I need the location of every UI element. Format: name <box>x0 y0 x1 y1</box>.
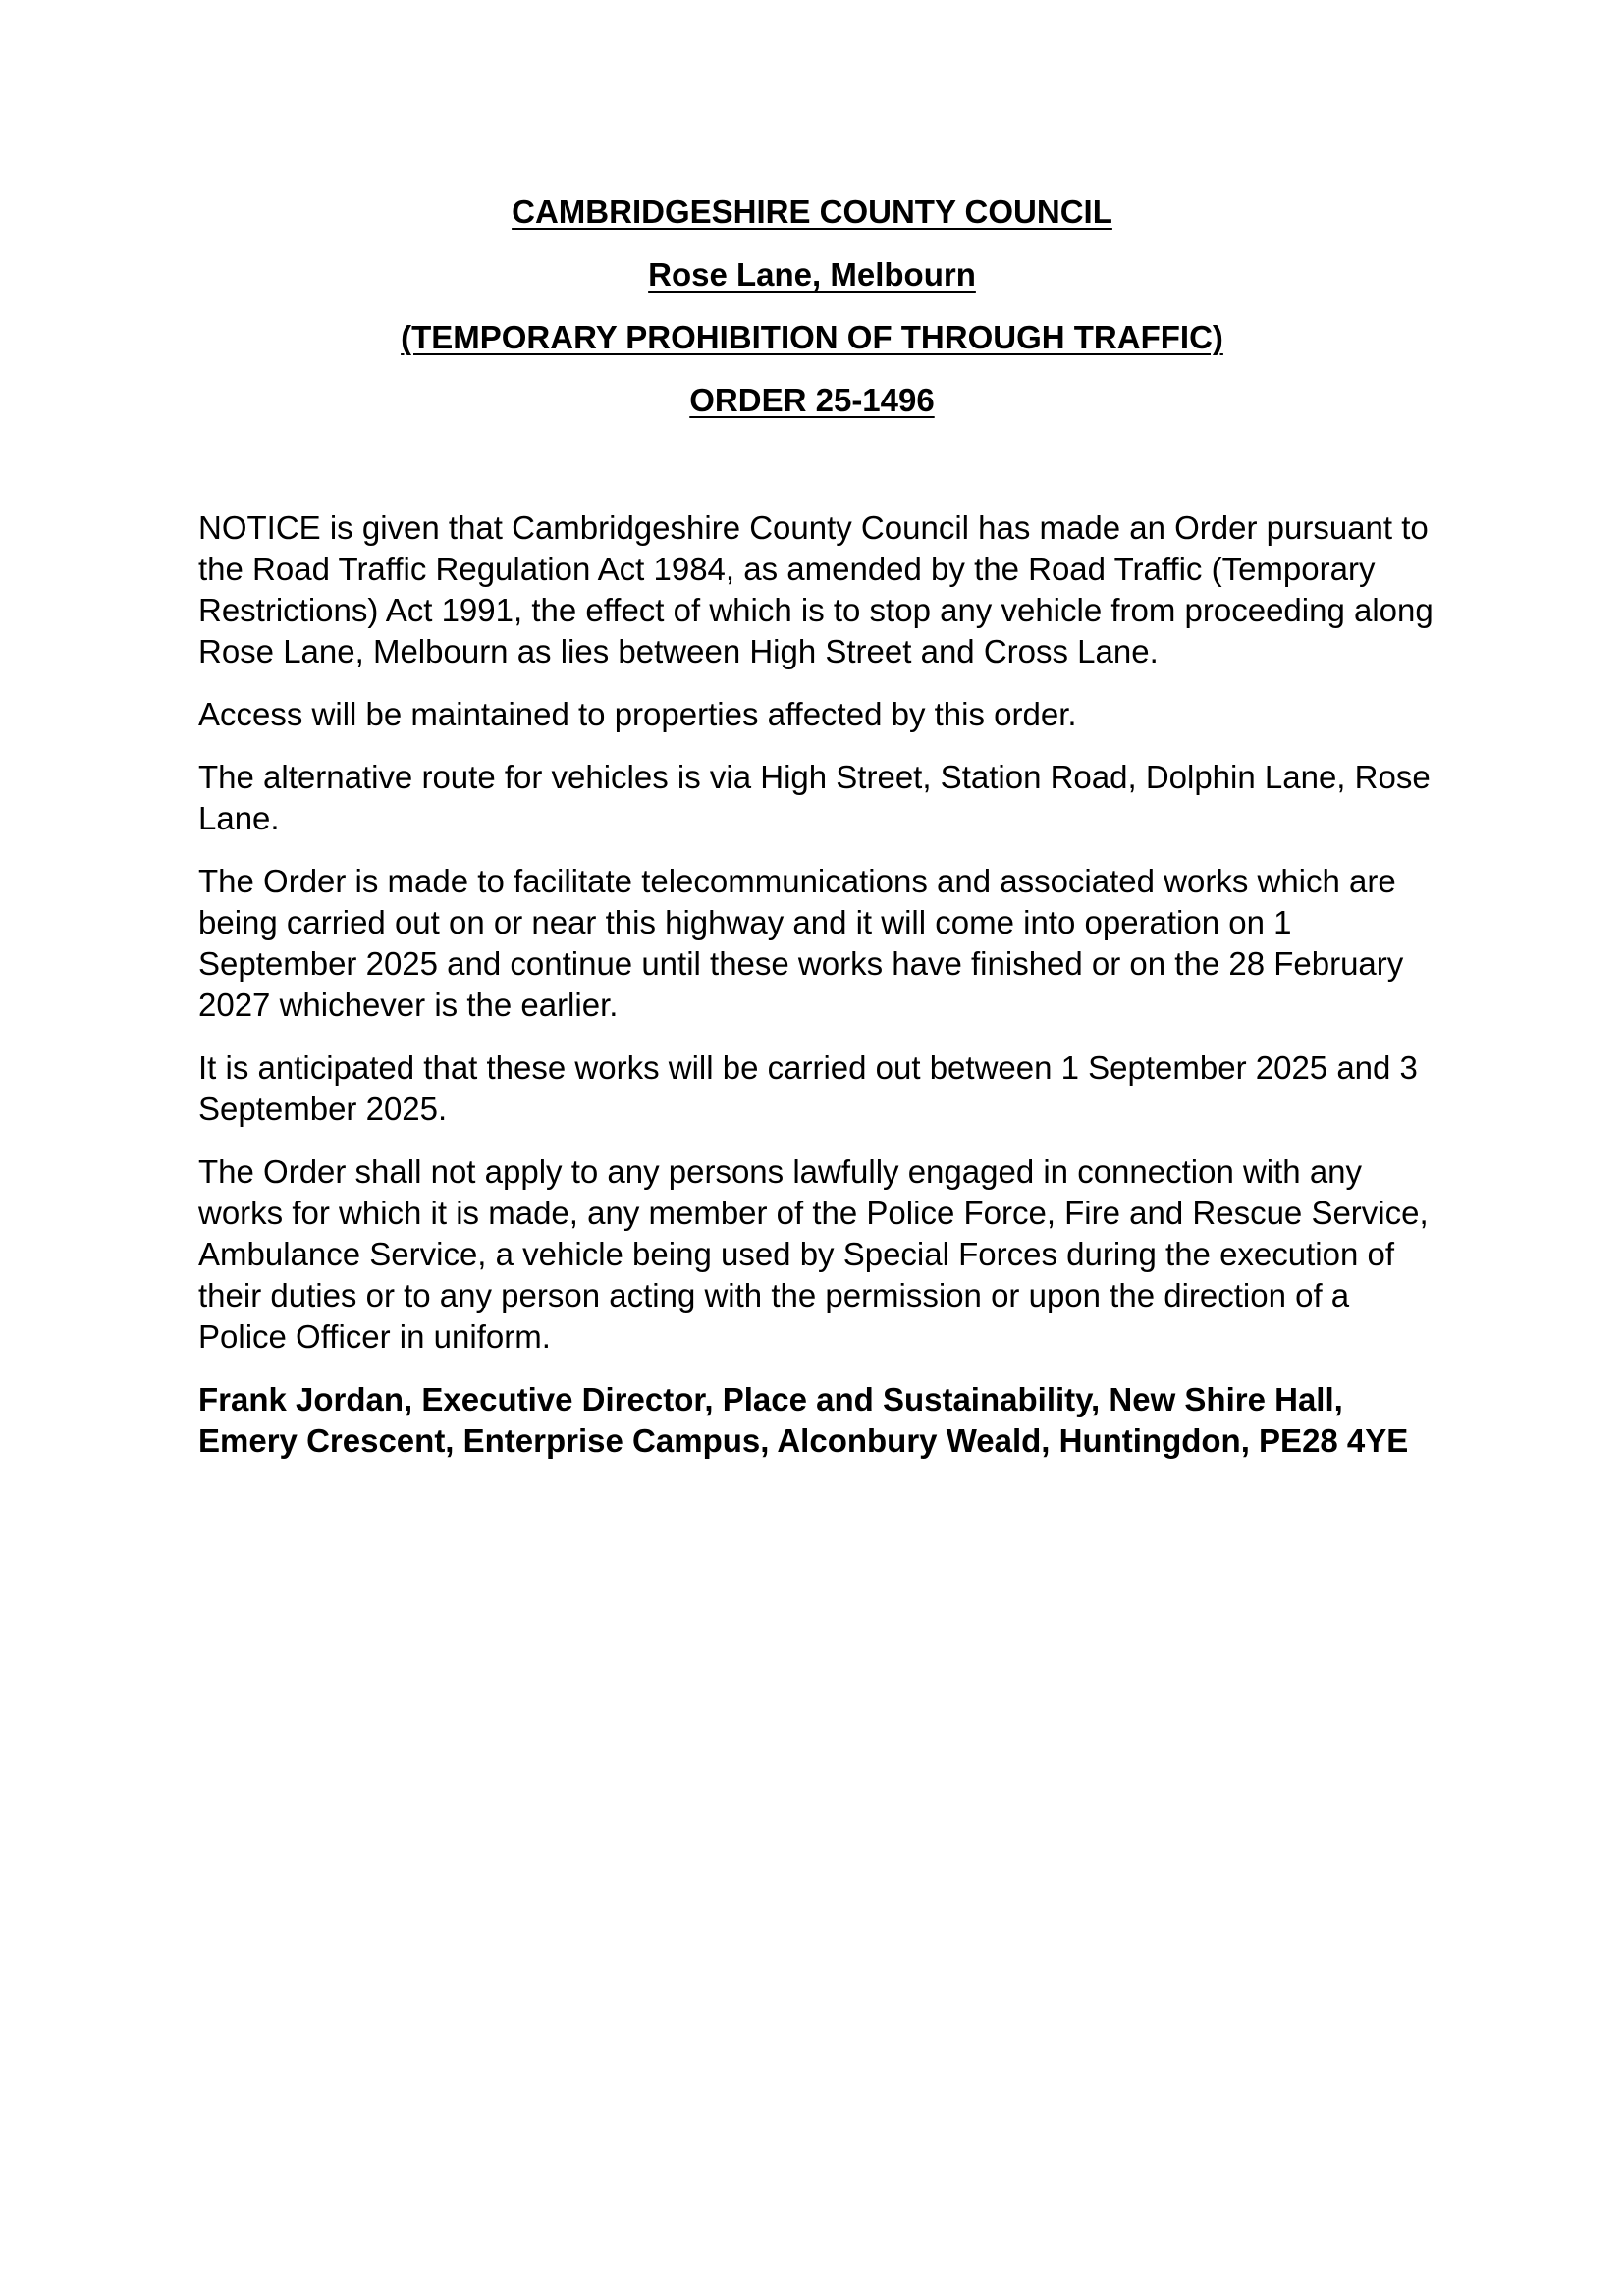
purpose-paragraph: The Order is made to facilitate telecommunications and associated works which are being carried out on or near this highway and it will come into operation on 1 September 2025 and continue until these works have finished or on the 28 February 2027 whichever is the earlier. <box>198 863 1404 1023</box>
notice-paragraph: NOTICE is given that Cambridgeshire County Council has made an Order pursuant to the Road Traffic Regulation Act 1984, as amended by the Road Traffic (Temporary Restrictions) Act 1991, the effect of which is to stop any vehicle from proceeding along Rose Lane, Melbourn as lies between High Street and Cross Lane. <box>198 509 1434 669</box>
council-title: CAMBRIDGESHIRE COUNTY COUNCIL <box>512 193 1112 230</box>
signature-block: Frank Jordan, Executive Director, Place and Sustainability, New Shire Hall, Emery Crescent, Enterprise Campus, Alconbury Weald, Huntingdon, PE28 4YE <box>198 1381 1409 1459</box>
location-title: Rose Lane, Melbourn <box>648 256 976 293</box>
document-body <box>198 507 1445 1483</box>
alternative-route-paragraph: The alternative route for vehicles is via High Street, Station Road, Dolphin Lane, Rose Lane. <box>198 759 1431 836</box>
exemptions-paragraph: The Order shall not apply to any persons lawfully engaged in connection with any works for which it is made, any member of the Police Force, Fire and Rescue Service, Ambulance Service, a vehicle being used by Special Forces during the execution of their duties or to any person acting with the permission or upon the direction of a Police Officer in uniform. <box>198 1153 1429 1355</box>
order-type-title: (TEMPORARY PROHIBITION OF THROUGH TRAFFIC) <box>401 319 1223 355</box>
order-number-title: ORDER 25-1496 <box>689 382 935 418</box>
anticipated-dates-paragraph: It is anticipated that these works will be carried out between 1 September 2025 and 3 September 2025. <box>198 1049 1418 1127</box>
document-header <box>0 192 1624 444</box>
access-paragraph: Access will be maintained to properties affected by this order. <box>198 696 1077 732</box>
